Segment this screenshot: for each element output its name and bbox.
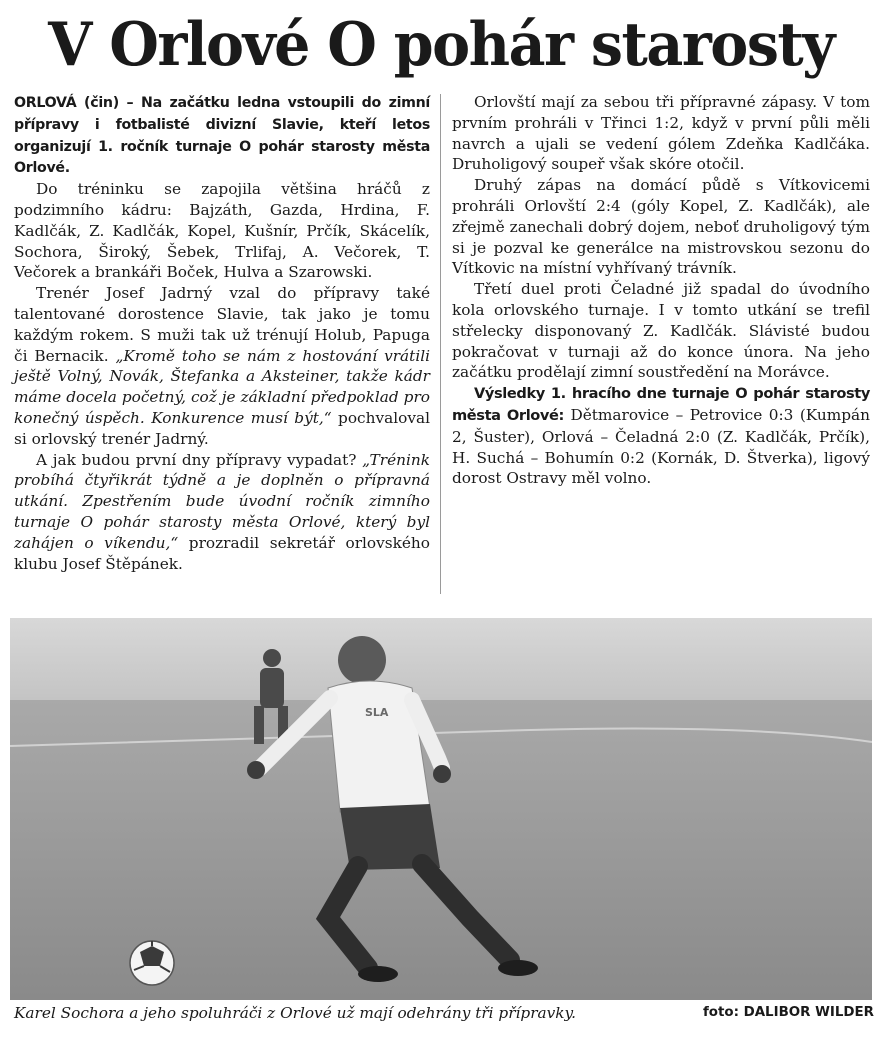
paragraph-coach xyxy=(14,283,430,449)
paragraph-secretary-end: prozradil sekretář orlovského klubu Josef Štěpánek. xyxy=(14,533,430,573)
headline: V Orlové O pohár starosty xyxy=(48,9,834,80)
background-fence xyxy=(10,618,872,708)
paragraph-results xyxy=(452,383,870,489)
football xyxy=(130,941,174,985)
dateline: ORLOVÁ (čin) – xyxy=(14,95,141,111)
paragraph-secretary-start: A jak budou první dny přípravy vypadat? xyxy=(36,450,363,469)
photo-caption xyxy=(14,1002,874,1026)
caption-text: Karel Sochora a jeho spoluhráči z Orlové už mají odehrány tři přípravky. xyxy=(14,1004,577,1022)
results-text: Dětmarovice – Petrovice 0:3 (Kumpán 2, Šuster), Orlová – Čeladná 2:0 (Z. Kadlčák, Prčík), H. Suchá – Bohumín 0:2 (Kornák, D. Štverka), ligový dorost Ostravy měl volno. xyxy=(452,405,870,488)
photo-credit: foto: DALIBOR WILDER xyxy=(702,1005,874,1020)
paragraph-second-match: Druhý zápas na domácí půdě s Vítkovicemi prohráli Orlovští 2:4 (góly Kopel, Z. Kadlčák), ale zřejmě zanechali dobrý dojem, neboť druholigový tým si je pozval ke generálce na mistrovskou sezonu do Vítkovic na místní vyhřívaný trávník. xyxy=(452,176,870,278)
paragraph-third-match: Třetí duel proti Čeladné již spadal do úvodního kola orlovského turnaje. I v tomto utkání se trefil střelecky disponovaný Z. Kadlčák. Slávisté budou pokračovat v turnaji až do konce února. Na jeho začátku prodělají zimní soustředění na Morávce. xyxy=(452,280,870,382)
photo-illustration xyxy=(10,618,872,1000)
secretary-quote: „Trénink probíhá čtyřikrát týdně a je doplněn o přípravná utkání. Zpestřením bude úvodní ročník zimního turnaje O pohár starosty města Orlové, který byl zahájen o víkendu,“ xyxy=(14,450,430,552)
results-heading: Výsledky 1. hracího dne turnaje O pohár starosty města Orlové: xyxy=(452,385,870,424)
column-divider xyxy=(440,94,441,594)
article-column-right xyxy=(452,92,870,489)
paragraph-coach-start: Trenér Josef Jadrný vzal do přípravy také talentované dorostence Slavie, tak jako je tomu každým rokem. S muži tak už trénují Holub, Papuga či Bernacik. xyxy=(14,284,430,365)
lead-text: Na začátku ledna vstoupili do zimní přípravy i fotbalisté divizní Slavie, kteří letos organizují 1. ročník turnaje O pohár starosty města Orlové. xyxy=(14,95,430,177)
jersey-text: SLA xyxy=(365,706,389,719)
paragraph-squad: Do tréninku se zapojila většina hráčů z podzimního kádru: Bajzáth, Gazda, Hrdina, F. Kadlčák, Z. Kadlčák, Kopel, Kušnír, Prčík, Skácelík, Sochora, Široký, Šebek, Trlifaj, A. Večorek, T. Večorek a brankáři Boček, Hulva a Szarowski. xyxy=(14,180,430,282)
paragraph-coach-end: pochvaloval si orlovský trenér Jadrný. xyxy=(14,408,430,448)
article-column-left xyxy=(14,92,430,574)
lead-paragraph xyxy=(14,92,430,179)
match-photo xyxy=(10,618,872,1000)
paragraph-first-match: Orlovští mají za sebou tři přípravné zápasy. V tom prvním prohráli v Třinci 1:2, když v první půli měli navrch a ujali se vedení gólem Zdeňka Kadlčáka. Druholigový soupeř však skóre otočil. xyxy=(452,93,870,174)
paragraph-secretary xyxy=(14,450,430,575)
coach-quote: „Kromě toho se nám z hostování vrátili ještě Volný, Novák, Štefanka a Aksteiner, takže kádr máme docela početný, což je základní předpoklad pro konečný úspěch. Konkurence musí být,“ xyxy=(14,346,430,427)
